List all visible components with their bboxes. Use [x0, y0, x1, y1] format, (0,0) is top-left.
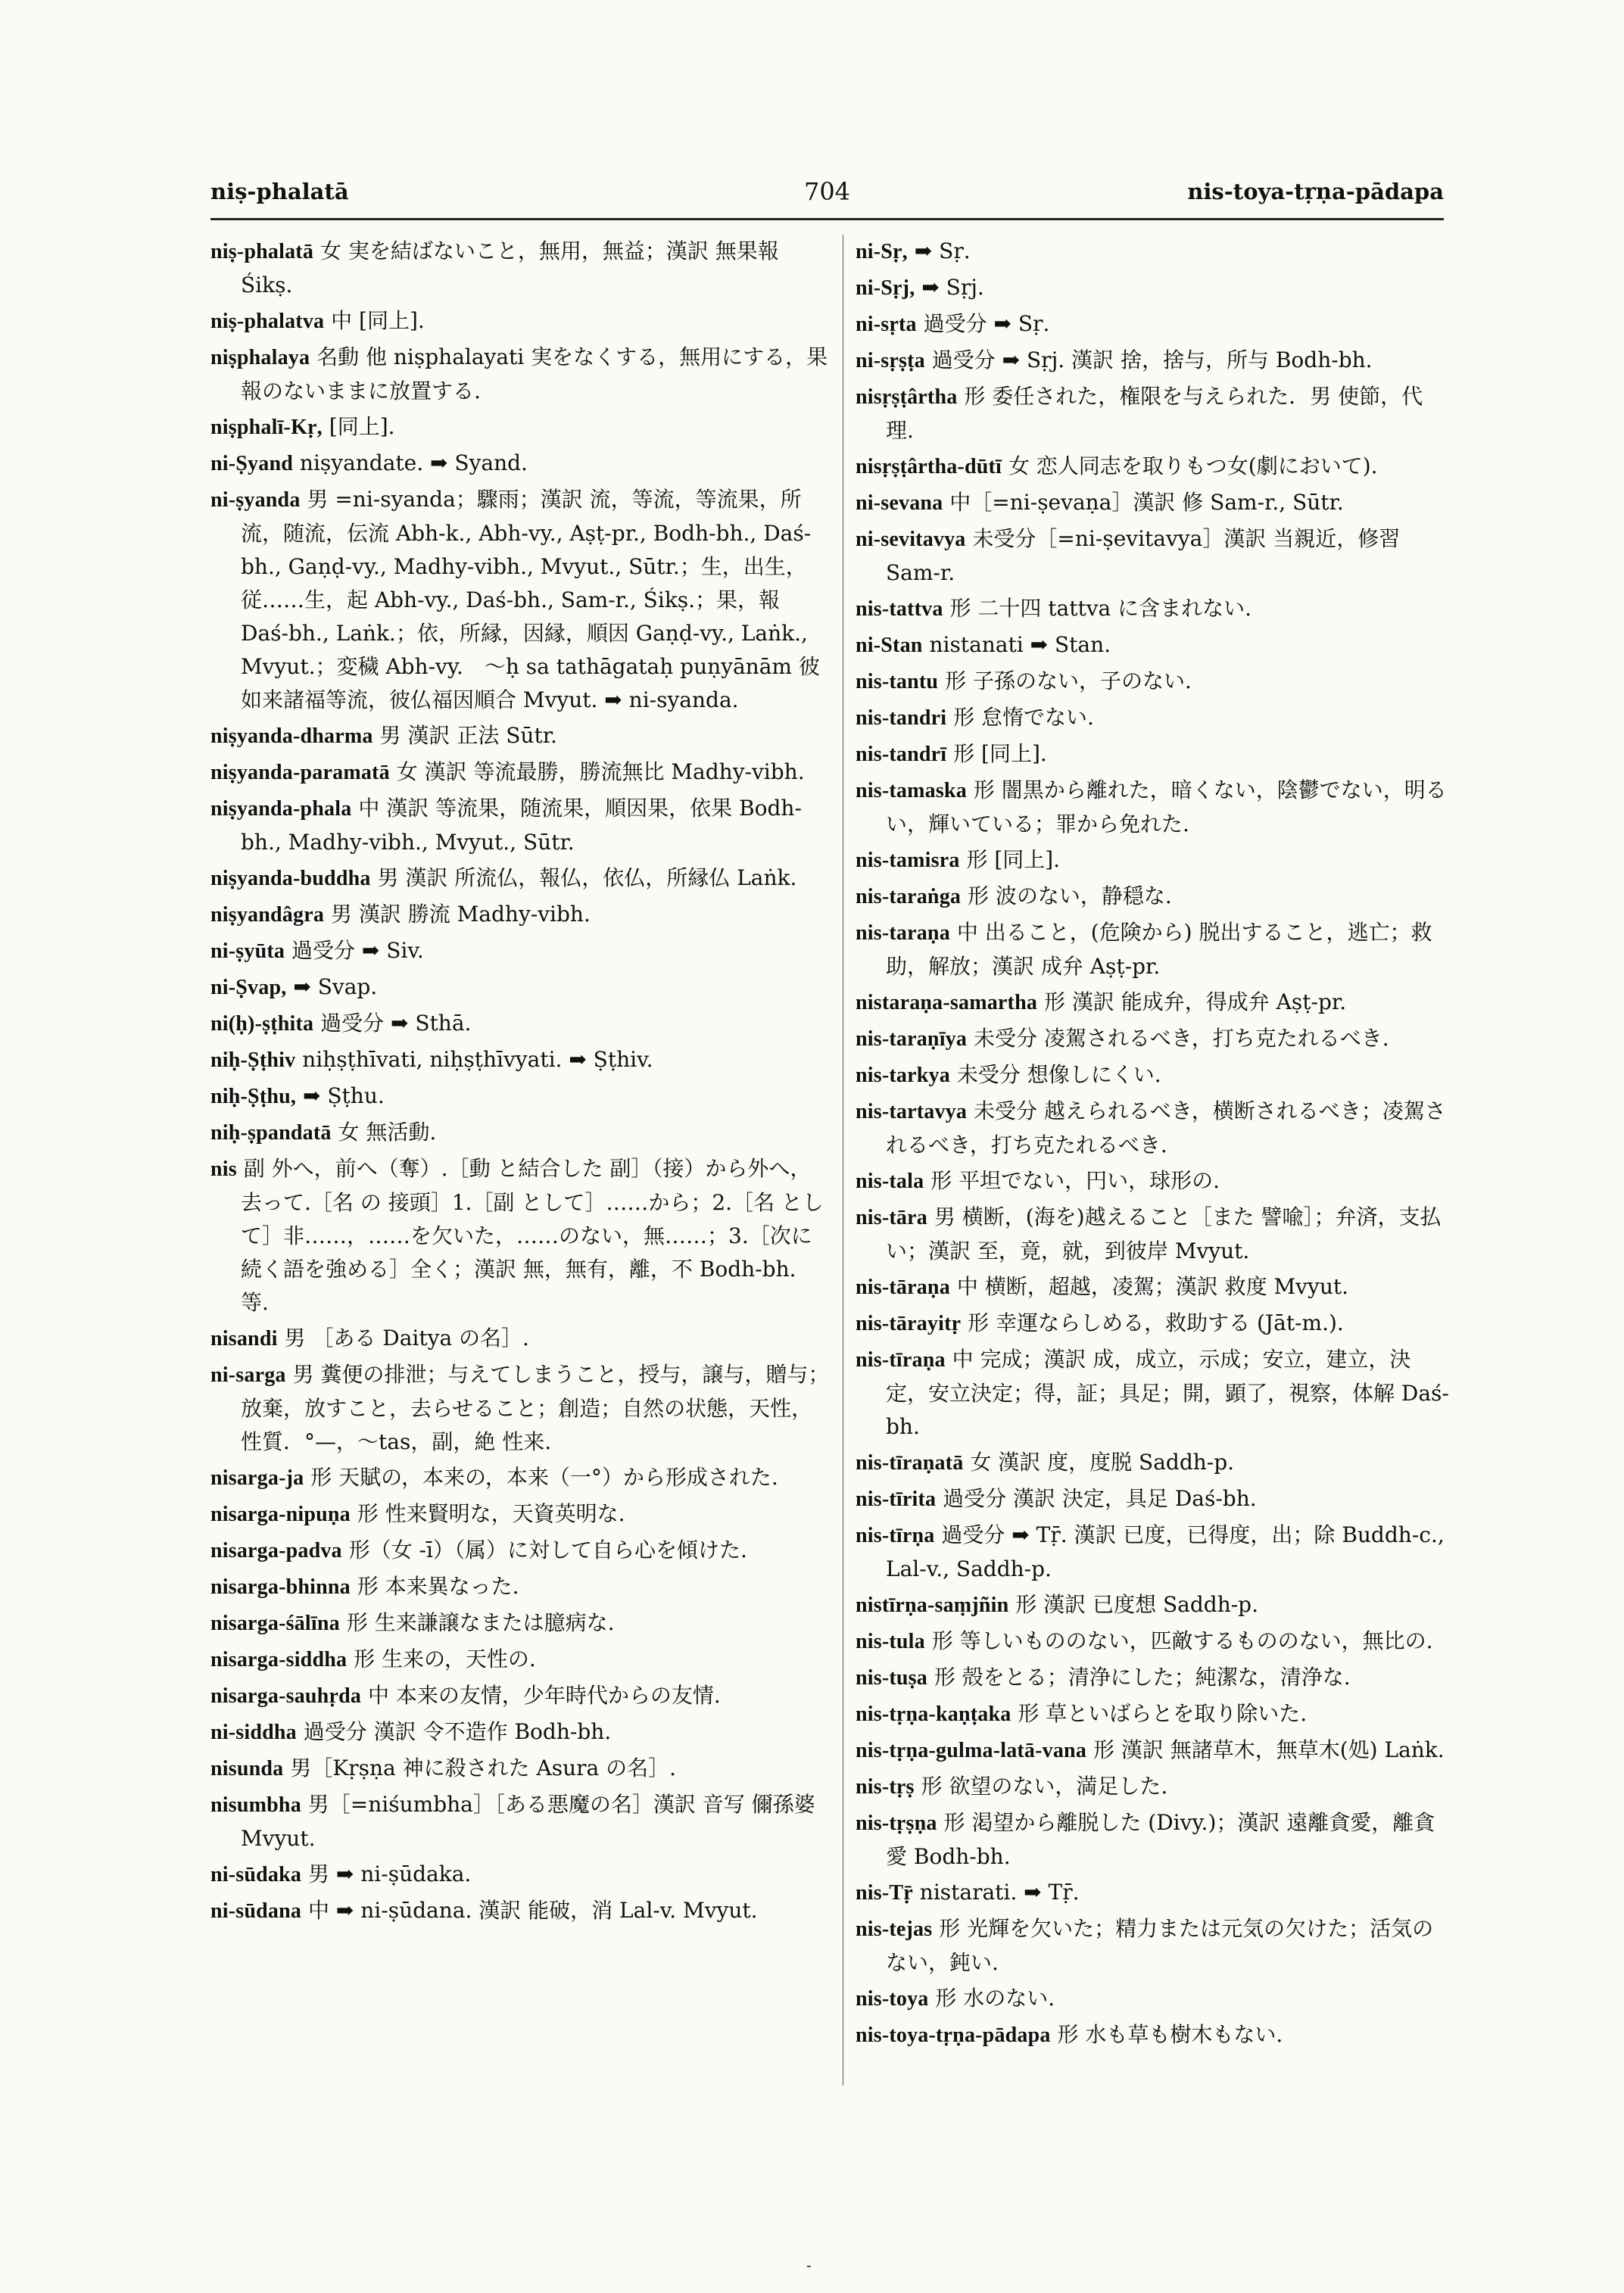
entry-definition: 未受分 凌駕されるべき，打ち克たれるべき.: [973, 1026, 1389, 1051]
dictionary-entry: [856, 1982, 1449, 2016]
entry-definition: 形 光輝を欠いた；精力または元気の欠けた；活気のない，鈍い.: [886, 1916, 1434, 1975]
dictionary-entry: [210, 1679, 830, 1713]
entry-definition: 副 外へ，前へ（奪）.［動 と結合した 副］（接）から外へ，去って.［名 の 接頭］1.［副 として］……から；2.［名 として］非……，……を欠いた，……のない，無……；3.［次に続く語を強める］全く；漢訳 無，無有，離，不 Bodh-bh. 等.: [241, 1156, 824, 1315]
entry-headword: nis-tamaska: [856, 779, 967, 802]
entry-headword: nis-tartavya: [856, 1100, 968, 1123]
entry-headword: nis-toya: [856, 1987, 929, 2011]
dictionary-entry: [210, 756, 830, 790]
entry-headword: nis-tala: [856, 1170, 924, 1193]
entry-definition: 形 等しいもののない，匹敵するもののない，無比の.: [931, 1628, 1433, 1653]
dictionary-entry: [210, 235, 830, 302]
entry-definition: 形 幸運ならしめる，救助する (Jāt-m.).: [968, 1310, 1344, 1335]
entry-definition: 過受分 ➡ Sṛj. 漢訳 捨，捨与，所与 Bodh-bh.: [931, 347, 1373, 372]
dictionary-entry: [210, 1080, 830, 1114]
header-right-guideword: nis-toya-tṛṇa-pādapa: [1187, 179, 1444, 204]
entry-definition: 形 水のない.: [935, 1986, 1055, 2011]
entry-definition: 未受分 想像しにくい.: [956, 1062, 1161, 1087]
entry-definition: 中 本来の友情，少年時代からの友情.: [367, 1683, 721, 1708]
entry-headword: nisandi: [210, 1327, 278, 1351]
entry-definition: 形 平坦でない，円い，球形の.: [930, 1168, 1220, 1193]
entry-definition: 過受分 漢訳 決定，具足 Daś-bh.: [943, 1486, 1257, 1511]
entry-definition: 形 [同上].: [966, 847, 1061, 872]
entry-headword: ni-siddha: [210, 1721, 297, 1744]
entry-definition: 男 漢訳 勝流 Madhy-vibh.: [330, 902, 591, 927]
dictionary-entry: [856, 592, 1449, 626]
entry-definition: 男 ［ある Daitya の名］.: [284, 1326, 529, 1351]
entry-definition: 形 生来の，天性の.: [354, 1647, 536, 1671]
entry-headword: niḥ-ṣpandatā: [210, 1121, 332, 1145]
entry-headword: nis-tīrita: [856, 1488, 937, 1511]
entry-headword: nistaraṇa-samartha: [856, 991, 1038, 1014]
entry-definition: 男 ➡ ni-ṣūdaka.: [308, 1862, 472, 1886]
entry-definition: 男 =ni-syanda；驟雨；漢訳 流，等流，等流果，所流，随流，伝流 Abh-k., Abh-vy., Aṣṭ-pr., Bodh-bh., Daś-bh., Gaṇḍ-vy., Madhy-vibh., Mvyut., Sūtr.；生，出生，従……生，起 Abh-vy., Daś-bh., Sam-r., Śikṣ.；果，報 Daś-bh., Laṅk.；依，所縁，因縁，順因 Gaṇḍ-vy., Laṅk., Mvyut.；変穢 Abh-vy. ～ḥ sa tathāgataḥ puṇyānām 彼如来諸福等流，彼仏福因順合 Mvyut. ➡ ni-syanda.: [241, 487, 820, 712]
entry-headword: ni-Ṣvap,: [210, 976, 287, 999]
entry-definition: ➡ Ṣṭhu.: [303, 1083, 385, 1108]
dictionary-entry: [210, 1007, 830, 1041]
footer-mark: -: [806, 2256, 812, 2274]
entry-definition: ➡ Svap.: [293, 974, 378, 999]
entry-headword: niṣyanda-paramatā: [210, 761, 390, 784]
dictionary-entry: [210, 1715, 830, 1749]
entry-headword: nis-tīrṇa: [856, 1524, 935, 1547]
header-rule: [210, 218, 1444, 220]
dictionary-entry: [856, 1734, 1449, 1768]
dictionary-entry: [210, 1043, 830, 1077]
entry-headword: nis-Tṝ: [856, 1881, 913, 1905]
dictionary-entry: [856, 1270, 1449, 1304]
entry-definition: 形 渇望から離脱した (Divy.)；漢訳 遠離貪愛，離貪愛 Bodh-bh.: [886, 1810, 1435, 1869]
entry-headword: niṣ-phalatā: [210, 240, 314, 263]
entry-headword: niḥ-Ṣṭhu,: [210, 1085, 297, 1108]
entry-headword: ni-sarga: [210, 1363, 286, 1387]
dictionary-entry: [210, 1858, 830, 1892]
dictionary-entry: [210, 1570, 830, 1604]
left-column: [210, 235, 830, 1930]
dictionary-entry: [856, 1876, 1449, 1910]
entry-definition: 過受分 ➡ Tṝ. 漢訳 已度，已得度，出；除 Buddh-c., Lal-v., Saddh-p.: [886, 1522, 1445, 1581]
entry-definition: 過受分 ➡ Sṛ.: [923, 311, 1050, 336]
dictionary-entry: [210, 1534, 830, 1568]
dictionary-entry: [210, 1606, 830, 1640]
entry-definition: 形 水も草も樹木もない.: [1057, 2022, 1283, 2047]
entry-definition: 未受分［=ni-ṣevitavya］漢訳 当親近，修習 Sam-r.: [886, 526, 1401, 585]
dictionary-entry: [856, 1519, 1449, 1586]
entry-definition: 中 漢訳 等流果，随流果，順因果，依果 Bodh-bh., Madhy-vibh., Mvyut., Sūtr.: [241, 796, 802, 855]
entry-headword: nisarga-sauhṛda: [210, 1684, 362, 1708]
entry-headword: niḥ-Ṣṭhiv: [210, 1048, 296, 1072]
entry-definition: 形 漢訳 能成弁，得成弁 Aṣṭ-pr.: [1043, 989, 1347, 1014]
entry-definition: 形 本来異なった.: [357, 1574, 519, 1599]
entry-definition: 形 生来謙譲なまたは臆病な.: [346, 1610, 615, 1635]
dictionary-entry: [856, 1164, 1449, 1198]
entry-definition: nistanati ➡ Stan.: [929, 632, 1111, 657]
entry-definition: ➡ Sṛ.: [914, 238, 971, 263]
entry-headword: ni-sūdaka: [210, 1863, 302, 1886]
dictionary-entry: [856, 1201, 1449, 1268]
entry-definition: [同上].: [329, 414, 395, 439]
entry-definition: 形 委任された，権限を与えられた．男 使節，代理.: [886, 384, 1423, 443]
entry-definition: 女 無活動.: [338, 1120, 437, 1145]
entry-definition: 形 波のない，静穏な.: [968, 883, 1172, 908]
entry-definition: 過受分 漢訳 令不造作 Bodh-bh.: [303, 1719, 612, 1744]
dictionary-entry: [210, 1358, 830, 1459]
entry-definition: 形 怠惰でない.: [953, 705, 1094, 730]
dictionary-entry: [856, 1343, 1449, 1444]
dictionary-entry: [210, 934, 830, 968]
entry-headword: nis-tṛṣ: [856, 1775, 915, 1799]
entry-definition: 女 恋人同志を取りもつ女(劇において).: [1008, 453, 1378, 478]
entry-headword: nis-tejas: [856, 1918, 933, 1941]
entry-definition: 男［=niśumbha］［ある悪魔の名］漢訳 音写 儞孫婆 Mvyut.: [241, 1792, 815, 1851]
dictionary-entry: [210, 1116, 830, 1150]
dictionary-entry: [210, 304, 830, 338]
dictionary-entry: [210, 483, 830, 717]
dictionary-entry: [856, 774, 1449, 841]
entry-definition: 男 漢訳 所流仏，報仏，依仏，所縁仏 Laṅk.: [377, 865, 797, 890]
dictionary-entry: [210, 1752, 830, 1786]
entry-headword: nis-tamisra: [856, 849, 960, 872]
entry-headword: nis-tṛṇa-gulma-latā-vana: [856, 1739, 1087, 1762]
dictionary-entry: [210, 1894, 830, 1928]
entry-definition: 形 草といばらとを取り除いた.: [1018, 1701, 1308, 1726]
entry-definition: 男 漢訳 正法 Sūtr.: [379, 723, 557, 748]
entry-definition: 形 子孫のない，子のない.: [945, 668, 1192, 693]
entry-headword: niṣyanda-dharma: [210, 724, 373, 748]
entry-headword: nis-taraṅga: [856, 885, 962, 908]
entry-headword: nis-tīraṇatā: [856, 1451, 964, 1475]
entry-definition: 過受分 ➡ Sthā.: [320, 1011, 472, 1036]
entry-headword: ni-sevana: [856, 491, 943, 515]
entry-definition: 中［=ni-ṣevaṇa］漢訳 修 Sam-r., Sūtr.: [949, 490, 1344, 515]
entry-definition: 女 実を結ばないこと，無用，無益；漢訳 無果報 Śikṣ.: [241, 238, 779, 298]
entry-definition: 形 [同上].: [953, 741, 1047, 766]
entry-headword: niṣphalaya: [210, 346, 310, 369]
dictionary-entry: [210, 1643, 830, 1677]
entry-definition: 形 漢訳 無諸草木，無草木(処) Laṅk.: [1093, 1737, 1445, 1762]
entry-headword: ni-sevitavya: [856, 528, 966, 551]
entry-headword: nis-tattva: [856, 597, 943, 621]
entry-headword: nis-tuṣa: [856, 1666, 927, 1690]
dictionary-entry: [856, 307, 1449, 341]
entry-headword: nis-tāraṇa: [856, 1276, 950, 1299]
dictionary-entry: [856, 271, 1449, 305]
entry-definition: 形 二十四 tattva に含まれない.: [949, 596, 1252, 621]
entry-definition: 中 横断，超越，凌駕；漢訳 救度 Mvyut.: [956, 1274, 1349, 1299]
dictionary-entry: [856, 1022, 1449, 1056]
entry-definition: 中 出ること，(危険から) 脱出すること，逃亡；救助，解放；漢訳 成弁 Aṣṭ-pr.: [886, 920, 1432, 979]
entry-headword: nistīrṇa-saṃjñin: [856, 1594, 1009, 1617]
entry-headword: ni-Sṛj,: [856, 276, 915, 300]
entry-definition: ➡ Sṛj.: [921, 275, 984, 300]
entry-headword: niṣphalī-Kṛ,: [210, 416, 323, 439]
dictionary-entry: [856, 1770, 1449, 1804]
entry-headword: nis-tṛṣṇa: [856, 1812, 937, 1835]
entry-headword: ni-sṛṣṭa: [856, 349, 925, 372]
dictionary-entry: [856, 1307, 1449, 1341]
entry-definition: 形 闇黒から離れた，暗くない，陰鬱でない，明るい，輝いている；罪から免れた.: [886, 777, 1447, 837]
entry-definition: 女 漢訳 度，度脱 Saddh-p.: [970, 1450, 1235, 1475]
dictionary-entry: [210, 861, 830, 896]
entry-headword: ni-sṛta: [856, 313, 917, 336]
entry-definition: 未受分 越えられるべき，横断されるべき；凌駕されるべき，打ち克たれるべき.: [886, 1098, 1446, 1157]
dictionary-entry: [856, 380, 1449, 447]
dictionary-entry: [856, 701, 1449, 735]
entry-headword: ni-ṣyanda: [210, 488, 301, 512]
entry-headword: ni-sūdana: [210, 1899, 302, 1923]
dictionary-entry: [210, 970, 830, 1005]
dictionary-entry: [210, 898, 830, 932]
dictionary-entry: [856, 1058, 1449, 1092]
entry-headword: ni-Stan: [856, 634, 923, 657]
entry-headword: nisarga-śālīna: [210, 1612, 340, 1635]
dictionary-entry: [210, 447, 830, 481]
entry-headword: niṣ-phalatva: [210, 310, 325, 333]
entry-headword: nis-tārayitṛ: [856, 1312, 962, 1335]
entry-headword: nis-taraṇa: [856, 921, 950, 945]
dictionary-entry: [856, 522, 1449, 590]
entry-definition: 女 漢訳 等流最勝，勝流無比 Madhy-vibh.: [396, 759, 805, 784]
dictionary-entry: [856, 843, 1449, 877]
entry-definition: 形 性来賢明な，天資英明な.: [357, 1501, 625, 1526]
dictionary-entry: [210, 1461, 830, 1495]
entry-headword: niṣyanda-buddha: [210, 867, 371, 890]
dictionary-entry: [856, 1912, 1449, 1980]
entry-definition: 形 天賦の，本来の，本来（一°）から形成された.: [310, 1465, 778, 1490]
entry-definition: 中 [同上].: [331, 308, 425, 333]
entry-definition: 形（女 -ī）（属）に対して自ら心を傾けた.: [348, 1537, 747, 1562]
entry-headword: niṣyandâgra: [210, 903, 325, 927]
dictionary-entry: [210, 1152, 830, 1319]
entry-headword: nisṛṣṭârtha: [856, 385, 958, 409]
dictionary-entry: [210, 410, 830, 444]
entry-headword: nis: [210, 1157, 237, 1181]
dictionary-entry: [856, 1446, 1449, 1480]
entry-definition: 中 完成；漢訳 成，成立，示成；安立，建立，決定，安立決定；得，証；具足；開，顕了，視察，体解 Daś-bh.: [886, 1347, 1449, 1439]
entry-definition: 男 横断，(海を)越えること［また 譬喩］；弁済，支払い；漢訳 至，竟，就，到彼岸 Mvyut.: [886, 1204, 1442, 1263]
entry-headword: nisṛṣṭârtha-dūtī: [856, 455, 1002, 478]
dictionary-entry: [856, 1588, 1449, 1622]
entry-headword: ni-Sṛ,: [856, 240, 908, 263]
entry-definition: 形 欲望のない，満足した.: [921, 1774, 1168, 1799]
entry-headword: nis-tandrī: [856, 743, 947, 766]
dictionary-entry: [856, 986, 1449, 1020]
dictionary-entry: [856, 344, 1449, 378]
entry-headword: nisarga-bhinna: [210, 1575, 351, 1599]
dictionary-entry: [856, 1482, 1449, 1516]
entry-definition: 中 ➡ ni-ṣūdana. 漢訳 能破，消 Lal-v. Mvyut.: [308, 1898, 758, 1923]
entry-headword: nisarga-ja: [210, 1466, 304, 1490]
header-left-guideword: niṣ-phalatā: [210, 179, 349, 204]
entry-definition: 形 漢訳 已度想 Saddh-p.: [1015, 1592, 1259, 1617]
entry-headword: nisarga-nipuṇa: [210, 1503, 351, 1526]
dictionary-entry: [856, 628, 1449, 662]
dictionary-entry: [210, 1497, 830, 1531]
entry-definition: 男 糞便の排泄；与えてしまうこと，授与，譲与，贈与；放棄，放すこと，去らせること；創造；自然の状態，天性，性質．°—，～tas，副，絶 性来.: [241, 1362, 830, 1454]
running-header: [210, 173, 1444, 212]
dictionary-entry: [856, 1697, 1449, 1731]
dictionary-entry: [210, 1322, 830, 1356]
dictionary-entry: [210, 792, 830, 859]
dictionary-entry: [856, 1806, 1449, 1874]
entry-headword: nisumbha: [210, 1793, 301, 1817]
entry-headword: ni-Ṣyand: [210, 452, 293, 475]
entry-headword: ni-ṣyūta: [210, 939, 285, 963]
entry-headword: niṣyanda-phala: [210, 797, 352, 821]
entry-headword: nis-tīraṇa: [856, 1348, 946, 1372]
entry-headword: nis-tarkya: [856, 1064, 950, 1087]
dictionary-entry: [856, 486, 1449, 520]
dictionary-entry: [856, 880, 1449, 914]
dictionary-entry: [856, 737, 1449, 771]
entry-headword: nis-toya-tṛṇa-pādapa: [856, 2024, 1051, 2047]
entry-definition: nistarati. ➡ Tṝ.: [919, 1880, 1080, 1905]
entry-headword: nis-tāra: [856, 1206, 927, 1229]
dictionary-entry: [210, 719, 830, 753]
dictionary-entry: [856, 665, 1449, 699]
dictionary-entry: [856, 2018, 1449, 2052]
dictionary-entry: [856, 1625, 1449, 1659]
right-column: [856, 235, 1449, 2055]
dictionary-entry: [856, 916, 1449, 983]
dictionary-entry: [856, 1661, 1449, 1695]
entry-definition: 男［Kṛṣṇa 神に殺された Asura の名］.: [290, 1756, 676, 1781]
entry-headword: nis-tula: [856, 1630, 925, 1653]
entry-headword: nisarga-siddha: [210, 1648, 348, 1671]
page-number: 704: [803, 177, 851, 206]
entry-headword: nis-tandri: [856, 706, 947, 730]
dictionary-entry: [210, 341, 830, 408]
entry-headword: nis-taraṇīya: [856, 1027, 968, 1051]
entry-definition: 過受分 ➡ Siv.: [291, 938, 424, 963]
entry-headword: nisunda: [210, 1757, 284, 1781]
entry-headword: nis-tantu: [856, 670, 939, 693]
entry-headword: ni(ḥ)-ṣṭhita: [210, 1012, 314, 1036]
dictionary-entry: [856, 235, 1449, 269]
entry-definition: niṣyandate. ➡ Syand.: [299, 450, 528, 475]
entry-headword: nis-tṛṇa-kaṇṭaka: [856, 1703, 1011, 1726]
entry-headword: nisarga-padva: [210, 1539, 342, 1562]
dictionary-entry: [210, 1788, 830, 1855]
dictionary-entry: [856, 1095, 1449, 1162]
entry-definition: 名動 他 niṣphalayati 実をなくする，無用にする，果報のないままに放置する.: [241, 344, 828, 403]
dictionary-entry: [856, 450, 1449, 484]
entry-definition: niḥṣṭhīvati, niḥṣṭhīvyati. ➡ Ṣṭhiv.: [302, 1047, 653, 1072]
entry-definition: 形 殻をとる；清浄にした；純潔な，清浄な.: [934, 1665, 1351, 1690]
